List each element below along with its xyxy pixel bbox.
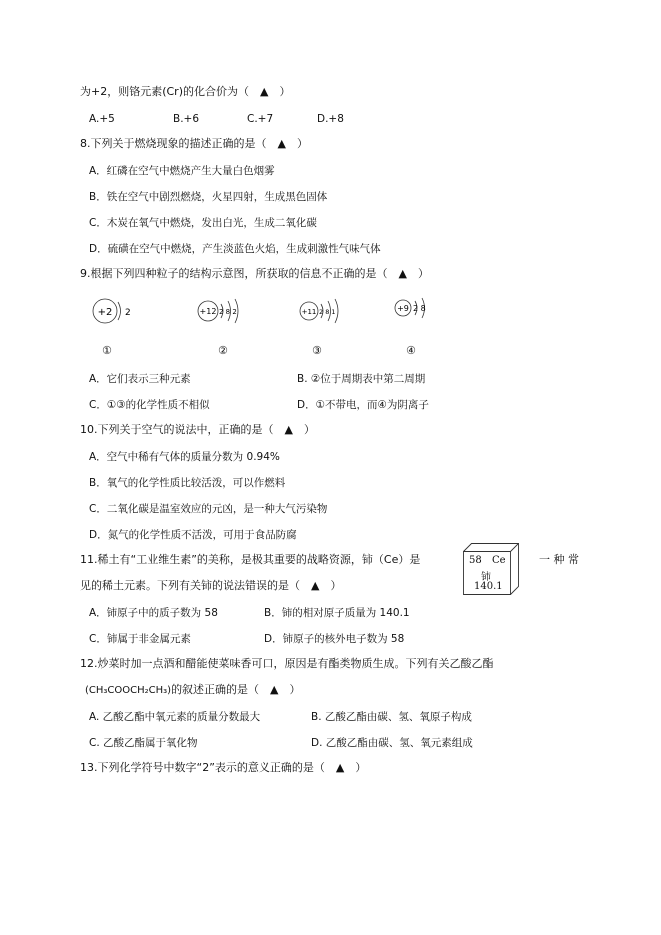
- q10-option-b: B．氧气的化学性质比较活泼，可以作燃料: [89, 477, 286, 489]
- q12-option-d: D. 乙酸乙酯由碳、氢、氧元素组成: [311, 737, 473, 749]
- q8-option-c: C．木炭在氧气中燃烧，发出白光，生成二氧化碳: [89, 217, 317, 229]
- q12-formula: (CH₃COOCH₂CH₃): [85, 685, 172, 696]
- q9-option-d: D．①不带电，而④为阴离子: [297, 399, 429, 411]
- q7-option-b: B.+6: [173, 113, 200, 125]
- element-atomic-mass: 140.1: [474, 581, 503, 592]
- q8-option-d: D．硫磺在空气中燃烧，产生淡蓝色火焰，生成刺激性气味气体: [89, 243, 381, 255]
- q7-option-d: D.+8: [317, 113, 344, 125]
- particle-1-shells: 2: [125, 308, 131, 318]
- particle-3-shells: 2 8 1: [319, 308, 336, 316]
- q9-stem: 9.根据下列四种粒子的结构示意图，所获取的信息不正确的是（ ▲ ）: [80, 267, 429, 280]
- q11-option-b: B．铈的相对原子质量为 140.1: [264, 607, 410, 619]
- q8-stem: 8.下列关于燃烧现象的描述正确的是（ ▲ ）: [80, 137, 308, 150]
- element-name: 铈: [481, 572, 491, 583]
- q8-option-b: B．铁在空气中剧烈燃烧，火星四射，生成黑色固体: [89, 191, 328, 203]
- q8-option-a: A．红磷在空气中燃烧产生大量白色烟雾: [89, 165, 275, 177]
- particle-diagram-1: [88, 296, 138, 326]
- particle-3-label: ③: [312, 344, 322, 357]
- particle-diagram-3: [296, 296, 376, 326]
- element-symbol: Ce: [492, 555, 506, 566]
- particle-4-nucleus: +9: [397, 304, 409, 313]
- particle-4-shells: 2 8: [413, 304, 426, 313]
- particle-3-nucleus: +11: [301, 308, 317, 316]
- q7-option-c: C.+7: [247, 113, 274, 125]
- particle-2-nucleus: +12: [199, 307, 217, 316]
- particle-4-label: ④: [406, 344, 416, 357]
- q9-option-a: A．它们表示三种元素: [89, 373, 191, 385]
- element-atomic-number: 58: [469, 555, 482, 566]
- q10-option-d: D．氮气的化学性质不活泼，可用于食品防腐: [89, 529, 297, 541]
- q9-option-c: C．①③的化学性质不相似: [89, 399, 210, 411]
- particle-1-label: ①: [102, 344, 112, 357]
- cerium-element-card: [463, 543, 519, 595]
- q12-option-c: C. 乙酸乙酯属于氧化物: [89, 737, 198, 749]
- q12-stem-part2: 的叙述正确的是（ ▲ ）: [171, 683, 301, 696]
- q10-option-c: C．二氧化碳是温室效应的元凶，是一种大气污染物: [89, 503, 328, 515]
- particle-diagram-4: [391, 294, 461, 324]
- q7-stem-tail: 为+2，则铬元素(Cr)的化合价为（ ▲ ）: [80, 85, 291, 98]
- q10-stem: 10.下列关于空气的说法中，正确的是（ ▲ ）: [80, 423, 315, 436]
- particle-diagram-2: [194, 296, 274, 326]
- q12-stem-line2: [85, 682, 301, 699]
- q11-option-d: D．铈原子的核外电子数为 58: [264, 633, 405, 645]
- particle-2-label: ②: [218, 344, 228, 357]
- particle-1-nucleus: +2: [97, 307, 113, 318]
- q11-stem-part1: 11.稀土有“工业维生素”的美称，是极其重要的战略资源，铈（Ce）是: [80, 553, 421, 566]
- q12-option-a: A. 乙酸乙酯中氧元素的质量分数最大: [89, 711, 261, 723]
- q7-option-a: A.+5: [89, 113, 115, 125]
- q9-option-b: B. ②位于周期表中第二周期: [297, 373, 426, 385]
- q13-stem: 13.下列化学符号中数字“2”表示的意义正确的是（ ▲ ）: [80, 761, 367, 774]
- q12-option-b: B. 乙酸乙酯由碳、氢、氧原子构成: [311, 711, 472, 723]
- q11-option-c: C．铈属于非金属元素: [89, 633, 191, 645]
- q12-stem-part1: 12.炒菜时加一点酒和醋能使菜味香可口，原因是有酯类物质生成。下列有关乙酸乙酯: [80, 657, 494, 670]
- particle-2-shells: 2 8 2: [219, 308, 237, 316]
- q11-stem-part2: 一 种 常: [539, 553, 579, 566]
- q10-option-a: A．空气中稀有气体的质量分数为 0.94%: [89, 451, 280, 463]
- q11-option-a: A．铈原子中的质子数为 58: [89, 607, 218, 619]
- q11-stem-part3: 见的稀土元素。下列有关铈的说法错误的是（ ▲ ）: [80, 579, 342, 592]
